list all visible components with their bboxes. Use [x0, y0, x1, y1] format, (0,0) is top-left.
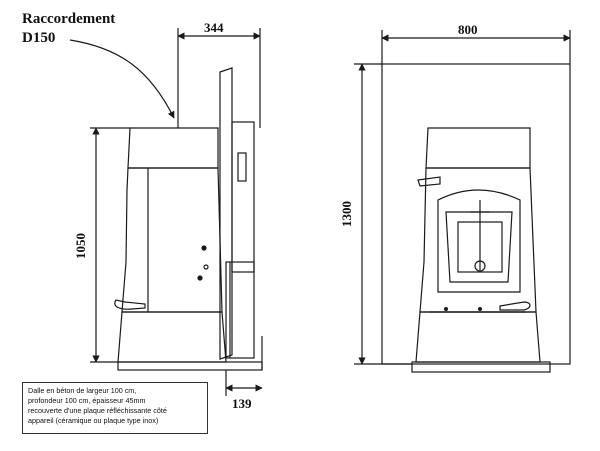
side-control-label: [238, 153, 246, 181]
slab-note-line-3: recouverte d'une plaque réfléchissante côté: [28, 406, 167, 415]
front-ash-handle: [500, 302, 530, 310]
front-height-label: 1300: [339, 201, 354, 227]
connection-label-line-1: Raccordement: [22, 11, 116, 27]
front-stove-base: [416, 312, 540, 362]
side-rear-shield: [232, 122, 254, 272]
front-stove-top: [426, 128, 530, 168]
wall-clearance-label: 139: [232, 396, 252, 411]
side-view-stove: [115, 40, 262, 370]
front-dimensions: [354, 30, 570, 364]
side-stove-top: [128, 128, 218, 168]
front-width-label: 800: [458, 22, 478, 37]
connection-label-line-2: D150: [22, 30, 56, 46]
front-wall-area: [382, 64, 570, 364]
side-floor-slab: [118, 362, 262, 370]
slab-note: [22, 382, 208, 434]
side-stove-base: [118, 312, 226, 362]
slab-note-line-4: appareil (céramique ou plaque type inox): [28, 416, 159, 425]
connection-leader-arrow: [70, 40, 174, 118]
side-height-label: 1050: [73, 233, 88, 259]
slab-note-line-1: Dalle en béton de largeur 100 cm,: [28, 386, 137, 395]
front-view-stove: [382, 64, 570, 372]
connection-label: [22, 10, 115, 48]
slab-note-line-2: profondeur 100 cm, épaisseur 45mm: [28, 396, 146, 405]
side-stove-body: [122, 168, 222, 312]
side-dimensions: [90, 28, 262, 396]
side-depth-label: 344: [204, 20, 224, 35]
front-handle: [418, 177, 440, 186]
side-handle: [115, 300, 145, 309]
front-firebox-frame: [438, 190, 520, 292]
